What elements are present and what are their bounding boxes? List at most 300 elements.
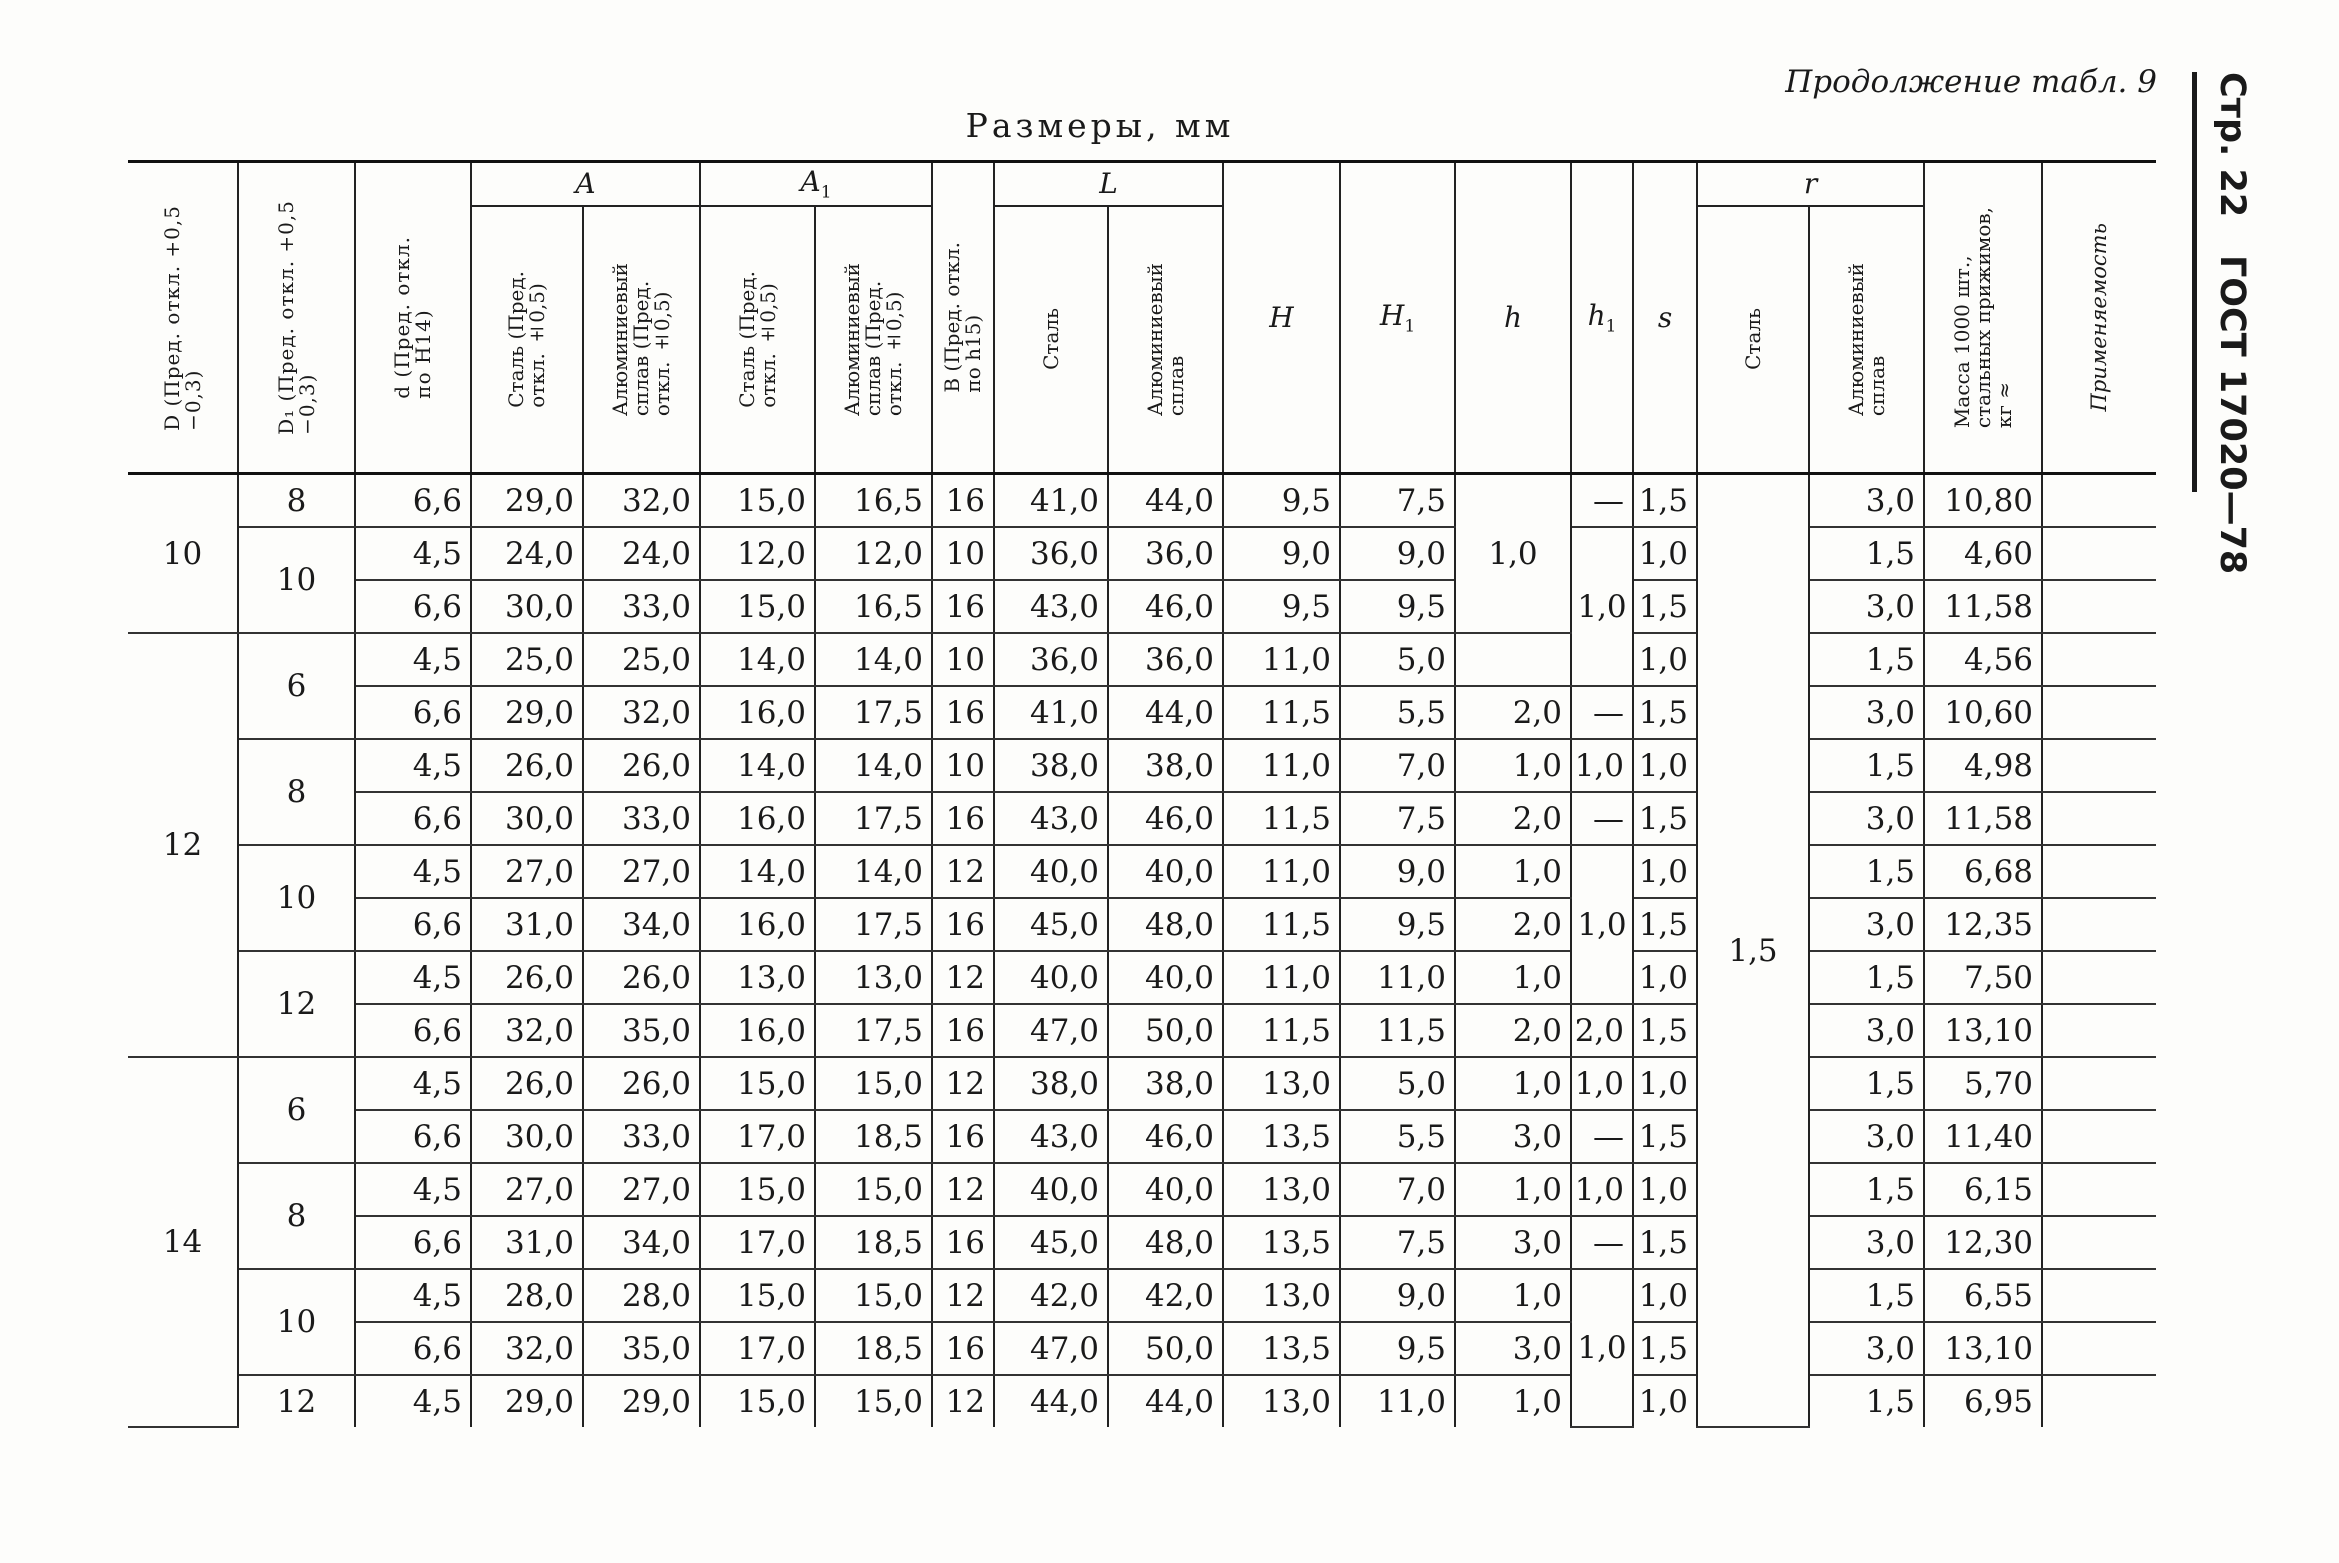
A-alu-cell: 27,0 [583,1163,700,1216]
usage-cell [2042,527,2156,580]
h-cell: 3,0 [1455,1216,1571,1269]
A-steel-cell: 26,0 [471,1057,583,1110]
h-cell: 2,0 [1455,792,1571,845]
mass-cell: 10,60 [1924,686,2042,739]
B-cell: 16 [932,474,994,528]
H1-cell: 7,0 [1340,1163,1455,1216]
table-row [128,845,2156,898]
usage-cell [2042,633,2156,686]
B-cell: 10 [932,527,994,580]
mass-cell: 11,58 [1924,792,2042,845]
A-steel-cell: 30,0 [471,580,583,633]
d-cell: 4,5 [355,633,471,686]
A-alu-cell: 26,0 [583,1057,700,1110]
table-row [128,1375,2156,1427]
table-row [128,739,2156,792]
H1-cell: 9,0 [1340,845,1455,898]
A-alu-cell: 29,0 [583,1375,700,1427]
A-steel-cell: 26,0 [471,739,583,792]
header-H1: $H_1$ [1340,162,1455,474]
A-alu-cell: 33,0 [583,580,700,633]
h1-cell: 1,0 [1571,845,1633,1004]
r-alu-cell: 3,0 [1809,1110,1924,1163]
h-cell: 1,0 [1455,1375,1571,1427]
A-alu-cell: 24,0 [583,527,700,580]
H-cell: 9,5 [1223,474,1340,528]
B-cell: 16 [932,792,994,845]
L-alu-cell: 38,0 [1108,739,1223,792]
mass-cell: 6,55 [1924,1269,2042,1322]
A-steel-cell: 27,0 [471,1163,583,1216]
H1-cell: 11,0 [1340,1375,1455,1427]
L-steel-cell: 43,0 [994,792,1108,845]
A1-steel-cell: 14,0 [700,845,815,898]
table-row [128,580,2156,633]
L-alu-cell: 44,0 [1108,474,1223,528]
s-cell: 1,0 [1633,1057,1697,1110]
L-steel-cell: 38,0 [994,1057,1108,1110]
D1-cell: 6 [238,633,355,739]
A1-steel-cell: 16,0 [700,792,815,845]
header-h1: $h_1$ [1571,162,1633,474]
h1-cell: — [1571,1110,1633,1163]
s-cell: 1,5 [1633,580,1697,633]
A1-alu-cell: 16,5 [815,580,932,633]
h1-cell: 1,0 [1571,1269,1633,1427]
d-cell: 6,6 [355,1004,471,1057]
H-cell: 9,5 [1223,580,1340,633]
side-header [2192,72,2272,575]
r-alu-cell: 3,0 [1809,686,1924,739]
H-cell: 13,0 [1223,1269,1340,1322]
A-steel-cell: 28,0 [471,1269,583,1322]
H-cell: 11,5 [1223,686,1340,739]
mass-cell: 4,60 [1924,527,2042,580]
dimensions-table [128,160,2156,1428]
h1-cell: 1,0 [1571,739,1633,792]
s-cell: 1,5 [1633,1110,1697,1163]
header-r-alu: Алюминиевый сплав [1809,206,1924,474]
header-B: B (Пред. откл. по h15) [932,162,994,474]
B-cell: 16 [932,1004,994,1057]
h1-cell: — [1571,792,1633,845]
L-alu-cell: 50,0 [1108,1004,1223,1057]
page-number: Стр. 22 [2212,72,2252,218]
L-alu-cell: 48,0 [1108,898,1223,951]
table-row [128,1110,2156,1163]
H1-cell: 11,5 [1340,1004,1455,1057]
H1-cell: 9,0 [1340,1269,1455,1322]
L-alu-cell: 44,0 [1108,1375,1223,1427]
L-steel-cell: 40,0 [994,951,1108,1004]
A1-steel-cell: 16,0 [700,1004,815,1057]
table-row [128,792,2156,845]
usage-cell [2042,1269,2156,1322]
usage-cell [2042,1004,2156,1057]
H-cell: 11,0 [1223,845,1340,898]
r-alu-cell: 3,0 [1809,580,1924,633]
B-cell: 12 [932,1057,994,1110]
L-steel-cell: 36,0 [994,527,1108,580]
A-steel-cell: 24,0 [471,527,583,580]
A-alu-cell: 35,0 [583,1004,700,1057]
header-L: L [994,162,1223,206]
table-row [128,686,2156,739]
h-cell: 2,0 [1455,898,1571,951]
table-body [128,474,2156,1428]
A1-alu-cell: 18,5 [815,1110,932,1163]
A1-alu-cell: 15,0 [815,1163,932,1216]
A1-alu-cell: 17,5 [815,1004,932,1057]
s-cell: 1,0 [1633,1269,1697,1322]
mass-cell: 11,40 [1924,1110,2042,1163]
h1-cell: — [1571,474,1633,528]
A1-alu-cell: 15,0 [815,1375,932,1427]
H1-cell: 9,5 [1340,1322,1455,1375]
header-D1: D₁ (Пред. откл. +0,5 −0,3) [238,162,355,474]
s-cell: 1,0 [1633,845,1697,898]
mass-cell: 10,80 [1924,474,2042,528]
table-row [128,1322,2156,1375]
h-cell: 2,0 [1455,686,1571,739]
usage-cell [2042,951,2156,1004]
L-steel-cell: 43,0 [994,1110,1108,1163]
B-cell: 16 [932,1216,994,1269]
r-alu-cell: 1,5 [1809,1269,1924,1322]
A-alu-cell: 35,0 [583,1322,700,1375]
header-A1-steel: Сталь (Пред. откл. ±0,5) [700,206,815,474]
H1-cell: 7,0 [1340,739,1455,792]
A1-steel-cell: 15,0 [700,1269,815,1322]
B-cell: 10 [932,739,994,792]
usage-cell [2042,792,2156,845]
A1-steel-cell: 15,0 [700,1057,815,1110]
r-steel-cell: 1,5 [1697,474,1809,1428]
L-alu-cell: 36,0 [1108,633,1223,686]
H-cell: 13,0 [1223,1163,1340,1216]
L-alu-cell: 40,0 [1108,1163,1223,1216]
A-steel-cell: 31,0 [471,898,583,951]
s-cell: 1,0 [1633,1375,1697,1427]
D1-cell: 10 [238,1269,355,1375]
r-alu-cell: 1,5 [1809,1375,1924,1427]
side-header-text [2212,72,2252,601]
L-steel-cell: 44,0 [994,1375,1108,1427]
d-cell: 6,6 [355,1322,471,1375]
usage-cell [2042,739,2156,792]
A-steel-cell: 31,0 [471,1216,583,1269]
B-cell: 10 [932,633,994,686]
A-steel-cell: 27,0 [471,845,583,898]
header-s: s [1633,162,1697,474]
d-cell: 6,6 [355,686,471,739]
mass-cell: 6,95 [1924,1375,2042,1427]
B-cell: 12 [932,1375,994,1427]
A1-alu-cell: 13,0 [815,951,932,1004]
h1-cell: 1,0 [1571,1163,1633,1216]
d-cell: 4,5 [355,1269,471,1322]
A-steel-cell: 26,0 [471,951,583,1004]
H-cell: 13,5 [1223,1110,1340,1163]
table-row [128,1269,2156,1322]
L-alu-cell: 44,0 [1108,686,1223,739]
mass-cell: 13,10 [1924,1322,2042,1375]
L-alu-cell: 36,0 [1108,527,1223,580]
H1-cell: 9,0 [1340,527,1455,580]
A1-alu-cell: 17,5 [815,792,932,845]
header-A: A [471,162,700,206]
A1-alu-cell: 15,0 [815,1269,932,1322]
header-H: H [1223,162,1340,474]
h1-cell: 2,0 [1571,1004,1633,1057]
s-cell: 1,5 [1633,686,1697,739]
A1-alu-cell: 14,0 [815,739,932,792]
mass-cell: 11,58 [1924,580,2042,633]
H-cell: 11,5 [1223,898,1340,951]
r-alu-cell: 3,0 [1809,1322,1924,1375]
h-cell [1455,633,1571,686]
A1-alu-cell: 15,0 [815,1057,932,1110]
H1-cell: 11,0 [1340,951,1455,1004]
table-row [128,1004,2156,1057]
table-row [128,1216,2156,1269]
H1-cell: 9,5 [1340,898,1455,951]
H-cell: 11,5 [1223,1004,1340,1057]
A-steel-cell: 30,0 [471,1110,583,1163]
table-row [128,527,2156,580]
header-d: d (Пред. откл. по H14) [355,162,471,474]
L-steel-cell: 40,0 [994,1163,1108,1216]
d-cell: 6,6 [355,792,471,845]
s-cell: 1,5 [1633,474,1697,528]
D1-cell: 12 [238,951,355,1057]
L-steel-cell: 41,0 [994,474,1108,528]
L-steel-cell: 40,0 [994,845,1108,898]
standard-number: ГОСТ 17020—78 [2212,255,2252,575]
L-steel-cell: 43,0 [994,580,1108,633]
header-mass: Масса 1000 шт., стальных прижимов, кг ≈ [1924,162,2042,474]
H-cell: 13,0 [1223,1057,1340,1110]
table-row [128,633,2156,686]
h1-cell: 1,0 [1571,1057,1633,1110]
d-cell: 6,6 [355,474,471,528]
A1-steel-cell: 14,0 [700,739,815,792]
r-alu-cell: 3,0 [1809,1004,1924,1057]
A1-steel-cell: 17,0 [700,1216,815,1269]
d-cell: 6,6 [355,1216,471,1269]
h-cell: 3,0 [1455,1110,1571,1163]
D-cell: 14 [128,1057,238,1427]
usage-cell [2042,580,2156,633]
r-alu-cell: 3,0 [1809,792,1924,845]
h-cell: 1,0 [1455,951,1571,1004]
usage-cell [2042,1110,2156,1163]
A1-steel-cell: 15,0 [700,580,815,633]
mass-cell: 7,50 [1924,951,2042,1004]
mass-cell: 4,56 [1924,633,2042,686]
L-steel-cell: 47,0 [994,1004,1108,1057]
header-r-steel: Сталь [1697,206,1809,474]
s-cell: 1,0 [1633,527,1697,580]
B-cell: 12 [932,1163,994,1216]
H1-cell: 7,5 [1340,792,1455,845]
D1-cell: 8 [238,474,355,528]
L-alu-cell: 46,0 [1108,580,1223,633]
header-L-steel: Сталь [994,206,1108,474]
A1-alu-cell: 18,5 [815,1216,932,1269]
continuation-title: Продолжение табл. 9 [1785,64,2157,100]
h-cell: 1,0 [1455,1057,1571,1110]
D1-cell: 6 [238,1057,355,1163]
L-steel-cell: 45,0 [994,1216,1108,1269]
A-alu-cell: 28,0 [583,1269,700,1322]
units-caption: Размеры, мм [965,106,1235,145]
s-cell: 1,5 [1633,898,1697,951]
A-alu-cell: 26,0 [583,951,700,1004]
usage-cell [2042,845,2156,898]
A-alu-cell: 25,0 [583,633,700,686]
h-cell: 1,0 [1455,739,1571,792]
h1-cell: — [1571,1216,1633,1269]
h1-cell: — [1571,686,1633,739]
L-alu-cell: 50,0 [1108,1322,1223,1375]
s-cell: 1,0 [1633,633,1697,686]
L-alu-cell: 46,0 [1108,792,1223,845]
r-alu-cell: 3,0 [1809,1216,1924,1269]
A-steel-cell: 25,0 [471,633,583,686]
H-cell: 11,5 [1223,792,1340,845]
L-steel-cell: 45,0 [994,898,1108,951]
h-cell: 3,0 [1455,1322,1571,1375]
L-steel-cell: 42,0 [994,1269,1108,1322]
L-alu-cell: 46,0 [1108,1110,1223,1163]
L-alu-cell: 40,0 [1108,845,1223,898]
r-alu-cell: 1,5 [1809,633,1924,686]
D1-cell: 8 [238,1163,355,1269]
A-alu-cell: 33,0 [583,1110,700,1163]
h-cell: 2,0 [1455,1004,1571,1057]
d-cell: 4,5 [355,951,471,1004]
B-cell: 12 [932,845,994,898]
A1-alu-cell: 12,0 [815,527,932,580]
mass-cell: 12,30 [1924,1216,2042,1269]
mass-cell: 5,70 [1924,1057,2042,1110]
header-A1-alu: Алюминиевый сплав (Пред. откл. ±0,5) [815,206,932,474]
h-cell: 1,0 [1455,1163,1571,1216]
A-steel-cell: 32,0 [471,1004,583,1057]
H-cell: 11,0 [1223,633,1340,686]
mass-cell: 6,68 [1924,845,2042,898]
r-alu-cell: 1,5 [1809,739,1924,792]
B-cell: 16 [932,686,994,739]
A1-alu-cell: 18,5 [815,1322,932,1375]
B-cell: 16 [932,898,994,951]
A1-steel-cell: 12,0 [700,527,815,580]
A-steel-cell: 30,0 [471,792,583,845]
table-row [128,1057,2156,1110]
d-cell: 4,5 [355,1375,471,1427]
H1-cell: 9,5 [1340,580,1455,633]
A-alu-cell: 32,0 [583,474,700,528]
table-row [128,951,2156,1004]
usage-cell [2042,1216,2156,1269]
A1-steel-cell: 14,0 [700,633,815,686]
A1-steel-cell: 15,0 [700,474,815,528]
H1-cell: 7,5 [1340,474,1455,528]
mass-cell: 4,98 [1924,739,2042,792]
D1-cell: 10 [238,845,355,951]
L-alu-cell: 48,0 [1108,1216,1223,1269]
H-cell: 9,0 [1223,527,1340,580]
s-cell: 1,5 [1633,792,1697,845]
table-row [128,1163,2156,1216]
usage-cell [2042,1163,2156,1216]
r-alu-cell: 1,5 [1809,1057,1924,1110]
A1-steel-cell: 16,0 [700,898,815,951]
d-cell: 6,6 [355,1110,471,1163]
d-cell: 6,6 [355,580,471,633]
A-alu-cell: 34,0 [583,898,700,951]
d-cell: 4,5 [355,527,471,580]
L-steel-cell: 47,0 [994,1322,1108,1375]
D-cell: 10 [128,474,238,634]
A1-alu-cell: 14,0 [815,845,932,898]
L-steel-cell: 41,0 [994,686,1108,739]
A-alu-cell: 26,0 [583,739,700,792]
H-cell: 11,0 [1223,951,1340,1004]
L-alu-cell: 42,0 [1108,1269,1223,1322]
usage-cell [2042,1057,2156,1110]
L-steel-cell: 38,0 [994,739,1108,792]
L-alu-cell: 40,0 [1108,951,1223,1004]
A-steel-cell: 29,0 [471,474,583,528]
H1-cell: 5,5 [1340,686,1455,739]
H1-cell: 5,0 [1340,1057,1455,1110]
H-cell: 13,5 [1223,1322,1340,1375]
A-alu-cell: 33,0 [583,792,700,845]
h1-cell: 1,0 [1571,527,1633,686]
H-cell: 13,0 [1223,1375,1340,1427]
H1-cell: 5,5 [1340,1110,1455,1163]
D1-cell: 10 [238,527,355,633]
D1-cell: 8 [238,739,355,845]
r-alu-cell: 1,5 [1809,1163,1924,1216]
header-A1: $A_1$ [700,162,932,206]
A1-steel-cell: 15,0 [700,1163,815,1216]
B-cell: 16 [932,1322,994,1375]
A-steel-cell: 29,0 [471,686,583,739]
B-cell: 12 [932,1269,994,1322]
A-alu-cell: 27,0 [583,845,700,898]
h-cell: 1,0 [1455,1269,1571,1322]
header-usage: Применяемость [2042,162,2156,474]
A1-steel-cell: 17,0 [700,1322,815,1375]
d-cell: 4,5 [355,739,471,792]
r-alu-cell: 3,0 [1809,898,1924,951]
s-cell: 1,5 [1633,1322,1697,1375]
d-cell: 4,5 [355,1163,471,1216]
A1-steel-cell: 13,0 [700,951,815,1004]
B-cell: 16 [932,1110,994,1163]
usage-cell [2042,474,2156,528]
s-cell: 1,0 [1633,1163,1697,1216]
H-cell: 11,0 [1223,739,1340,792]
A1-alu-cell: 14,0 [815,633,932,686]
A-steel-cell: 29,0 [471,1375,583,1427]
s-cell: 1,5 [1633,1216,1697,1269]
d-cell: 4,5 [355,845,471,898]
s-cell: 1,0 [1633,951,1697,1004]
